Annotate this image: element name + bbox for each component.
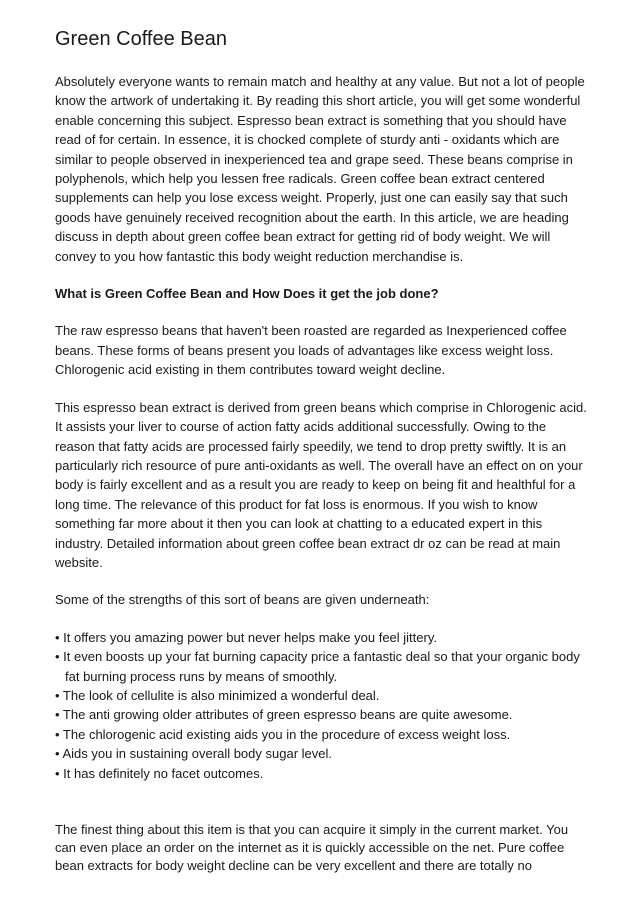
list-item: • The look of cellulite is also minimized a wonderful deal. xyxy=(55,687,380,703)
closing-paragraph: The finest thing about this item is that you can acquire it simply in the current market. You can even place an order on the internet as it is quickly accessible on the net. Pure coffee bean extracts for body weight decline can be very excellent and there are totally no xyxy=(55,822,569,873)
list-item: • It offers you amazing power but never helps make you feel jittery. xyxy=(55,629,437,645)
document-title: Green Coffee Bean xyxy=(55,28,227,50)
list-item: • Aids you in sustaining overall body sugar level. xyxy=(55,746,332,762)
extract-paragraph: This espresso bean extract is derived from green beans which comprise in Chlorogenic acid. It assists your liver to course of action fatty acids additional successfully. Owing to the reason that fatty acids are processed fairly speedily, we tend to drop pretty swiftly. It is an particularly rich resource of pure anti-oxidants as well. The overall have an effect on on your body is fairly excellent and as a result you are ready to keep on being fit and healthful for a long time. The relevance of this product for fat loss is enormous. If you wish to know something far more about it then you can look at chatting to a educated expert in this industry. Detailed information about green coffee bean extract dr oz can be read at main website. xyxy=(55,399,587,570)
strengths-intro: Some of the strengths of this sort of beans are given underneath: xyxy=(55,592,430,608)
list-item: • The chlorogenic acid existing aids you in the procedure of excess weight loss. xyxy=(55,726,511,742)
raw-beans-paragraph: The raw espresso beans that haven't been roasted are regarded as Inexperienced coffee beans. These forms of beans present you loads of advantages like excess weight loss. Chlorogenic acid existing in them contributes toward weight decline. xyxy=(55,323,567,378)
list-item: • The anti growing older attributes of green espresso beans are quite awesome. xyxy=(55,707,513,723)
section-heading: What is Green Coffee Bean and How Does it get the job done? xyxy=(55,286,439,302)
intro-paragraph: Absolutely everyone wants to remain match and healthy at any value. But not a lot of people know the artwork of undertaking it. By reading this short article, you will get some wonderful enable concerning this subject. Espresso bean extract is something that you should have read of for certain. In essence, it is chocked complete of sturdy anti - oxidants which are similar to people observed in inexperienced tea and grape seed. These beans comprise in polyphenols, which help you lessen free radicals. Green coffee bean extract centered supplements can help you lose excess weight. Properly, just one can easily say that such goods have genuinely received recognition about the earth. In this article, we are heading discuss in depth about green coffee bean extract for getting rid of body weight. We will convey to you how fantastic this body weight reduction merchandise is. xyxy=(55,74,585,264)
list-item: • It even boosts up your fat burning capacity price a fantastic deal so that your organic body fat burning process runs by means of smoothly. xyxy=(55,649,580,684)
strengths-list xyxy=(55,628,588,783)
list-item: • It has definitely no facet outcomes. xyxy=(55,765,264,781)
